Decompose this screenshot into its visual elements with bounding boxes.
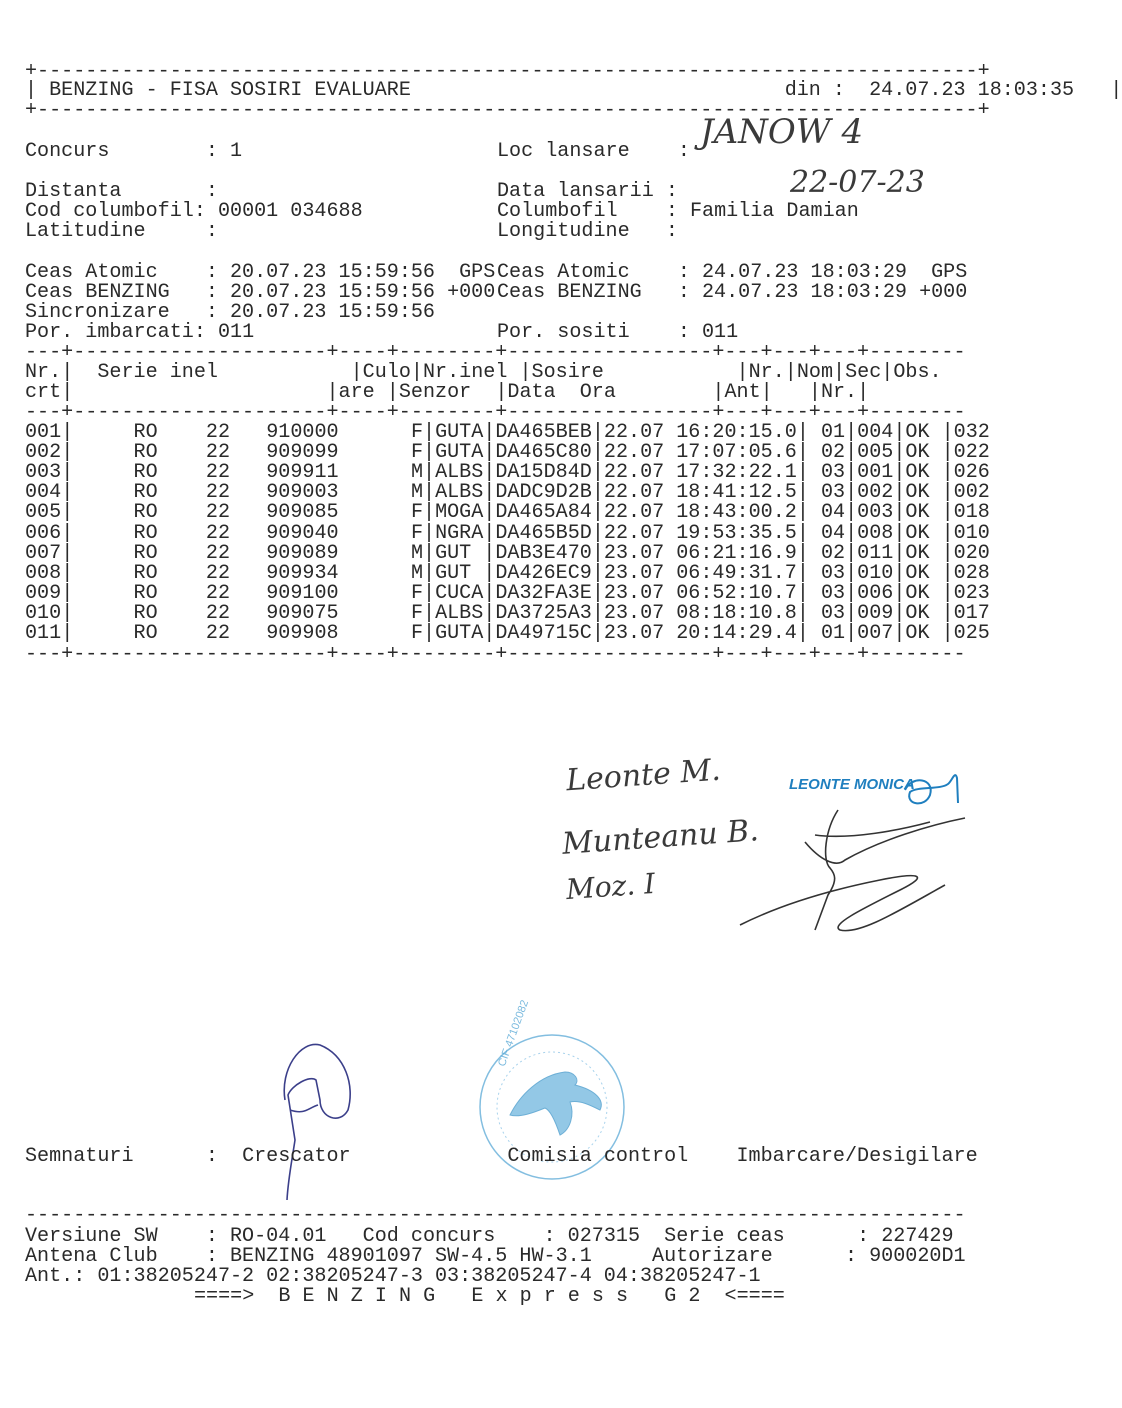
- ceas-atomic-end-suffix: GPS: [931, 261, 968, 284]
- header-border-bottom: +------------------------------------------------------------------------------+: [25, 99, 990, 122]
- row-inel: 909040: [266, 521, 339, 545]
- ceas-atomic-start-suffix: GPS: [459, 261, 496, 284]
- sincronizare-row: Sincronizare : 20.07.23 15:59:56: [25, 301, 435, 324]
- table-row: 010| RO 22 909075 F|ALBS|DA3725A3|23.07 08:18:10.8| 03|009|OK |017: [25, 601, 990, 625]
- row-nr: 002: [25, 441, 62, 465]
- row-culoare: NGRA: [435, 521, 484, 545]
- ceas-benzing-start-suffix: +000: [447, 281, 496, 304]
- row-an: 22: [205, 581, 231, 605]
- row-an: 22: [205, 541, 231, 565]
- row-inel: 909003: [266, 481, 339, 505]
- columbofil-row: Columbofil : Familia Damian: [497, 200, 859, 223]
- table-row: 011| RO 22 909908 F|GUTA|DA49715C|23.07 20:14:29.4| 01|007|OK |025: [25, 622, 990, 645]
- row-nr: 008: [25, 561, 62, 585]
- col-senzor-header: Nr.inel: [422, 361, 508, 384]
- seal-cif-text: CIF 47102082: [496, 998, 532, 1069]
- row-an: 22: [205, 441, 231, 465]
- row-obs: 018: [953, 501, 990, 525]
- ceas-atomic-start-row: Ceas Atomic : 20.07.23 15:59:56 GPS: [25, 261, 496, 284]
- row-ora: 06:21:16.9: [676, 541, 797, 565]
- table-border-top: ---+---------------------+----+--------+-----------------+---+---+---+--------: [25, 341, 966, 364]
- row-culoare: GUT: [435, 541, 484, 565]
- table-row: 003| RO 22 909911 M|ALBS|DA15D84D|22.07 17:32:22.1| 03|001|OK |026: [25, 461, 990, 485]
- ceas-benzing-start-label: Ceas BENZING: [25, 281, 170, 304]
- cod-concurs-label: Cod concurs: [362, 1225, 496, 1248]
- row-sex: F: [410, 421, 423, 444]
- row-nom: 007: [857, 622, 894, 645]
- col-sec-header-2: Nr.: [820, 381, 858, 404]
- columbofil-value: Familia Damian: [689, 200, 859, 223]
- row-obs: 022: [953, 441, 990, 465]
- report-date: 24.07.23 18:03:35: [869, 79, 1075, 102]
- row-obs: 028: [953, 561, 990, 585]
- row-ant: 03: [808, 601, 846, 625]
- row-sex: M: [410, 541, 423, 565]
- row-ant: 03: [808, 481, 846, 505]
- row-data: 22.07: [603, 521, 665, 545]
- row-senzor: DA465BEB: [495, 421, 592, 444]
- row-ora: 18:41:12.5: [676, 481, 797, 505]
- row-tara: RO: [133, 481, 158, 505]
- row-sec: OK: [905, 581, 942, 605]
- name-stamp: LEONTE MONICA: [789, 776, 915, 793]
- col-ant-header-2: Ant: [724, 381, 761, 404]
- table-row: 009| RO 22 909100 F|CUCA|DA32FA3E|23.07 06:52:10.7| 03|006|OK |023: [25, 581, 990, 605]
- row-culoare: GUTA: [435, 421, 484, 444]
- row-nr: 006: [25, 521, 62, 545]
- row-sex: F: [410, 581, 423, 605]
- col-sosire-header-2: Data Ora: [507, 381, 616, 404]
- row-inel: 909911: [266, 461, 339, 485]
- row-an: 22: [205, 421, 231, 444]
- row-nom: 003: [857, 501, 894, 525]
- ceas-benzing-end-label: Ceas BENZING: [497, 281, 642, 304]
- ceas-atomic-start-label: Ceas Atomic: [25, 261, 158, 284]
- row-data: 23.07: [603, 581, 665, 605]
- row-sec: OK: [905, 421, 942, 444]
- row-nom: 001: [857, 461, 894, 485]
- row-ora: 06:52:10.7: [676, 581, 797, 605]
- row-sex: F: [410, 521, 423, 545]
- row-obs: 023: [953, 581, 990, 605]
- row-sec: OK: [905, 601, 942, 625]
- row-inel: 909100: [266, 581, 339, 605]
- autorizare-label: Autorizare: [652, 1245, 773, 1268]
- footer-row-2: Antena Club : BENZING 48901097 SW-4.5 HW-3.1 Autorizare : 900020D1: [25, 1245, 966, 1268]
- row-an: 22: [205, 601, 231, 625]
- cod-columbofil-value: 00001 034688: [217, 200, 363, 223]
- table-border-bottom: ---+---------------------+----+--------+-----------------+---+---+---+--------: [25, 643, 966, 666]
- ceas-benzing-end-value: 24.07.23 18:03:29: [702, 281, 907, 304]
- row-sex: M: [410, 561, 423, 585]
- row-sec: OK: [905, 541, 942, 565]
- data-lansarii-handwritten: 22-07-23: [790, 165, 925, 200]
- signature-munteanu: Munteanu B.: [561, 813, 760, 862]
- row-culoare: GUTA: [435, 622, 484, 645]
- table-row: 005| RO 22 909085 F|MOGA|DA465A84|22.07 18:43:00.2| 04|003|OK |018: [25, 501, 990, 525]
- row-inel: 909934: [266, 561, 339, 585]
- row-nom: 002: [857, 481, 894, 505]
- row-ant: 02: [808, 541, 846, 565]
- longitudine-label: Longitudine: [497, 220, 630, 243]
- row-sec: OK: [905, 461, 942, 485]
- row-tara: RO: [133, 421, 158, 444]
- row-ora: 17:32:22.1: [676, 461, 797, 485]
- table-row: 001| RO 22 910000 F|GUTA|DA465BEB|22.07 16:20:15.0| 01|004|OK |032: [25, 421, 990, 444]
- row-an: 22: [205, 481, 231, 505]
- row-sec: OK: [905, 481, 942, 505]
- row-senzor: DAB3E470: [495, 541, 592, 565]
- row-an: 22: [205, 501, 231, 525]
- table-header-row-2: crt| |are |Senzor |Data Ora |Ant| |Nr.|: [25, 381, 870, 404]
- row-obs: 020: [953, 541, 990, 565]
- row-data: 22.07: [603, 501, 665, 525]
- latitudine-label: Latitudine: [25, 220, 146, 243]
- versiune-sw-label: Versiune SW: [25, 1225, 158, 1248]
- col-culoare-header: Culo: [362, 361, 411, 384]
- col-nr-header: Nr.: [25, 361, 62, 384]
- row-nr: 003: [25, 461, 62, 485]
- row-an: 22: [205, 561, 231, 585]
- report-date-label: din :: [784, 79, 845, 102]
- row-ora: 20:14:29.4: [676, 622, 797, 645]
- row-data: 23.07: [603, 561, 665, 585]
- row-nom: 006: [857, 581, 894, 605]
- row-nr: 001: [25, 421, 62, 444]
- table-header-row-1: Nr.| Serie inel |Culo|Nr.inel |Sosire |Nr.|Nom|Sec|Obs.: [25, 361, 942, 384]
- signature-leonte: Leonte M.: [564, 752, 722, 799]
- col-serie-header: Serie inel: [97, 361, 218, 384]
- por-imbarcati-label: Por. imbarcati: [25, 321, 194, 344]
- longitudine-row: Longitudine :: [497, 220, 678, 243]
- concurs-row: Concurs : 1: [25, 140, 243, 163]
- signature-moz: Moz. I: [564, 866, 657, 907]
- col-obs-header: Obs.: [893, 361, 942, 384]
- row-nr: 007: [25, 541, 62, 565]
- crescator-label: Crescator: [242, 1145, 351, 1168]
- row-sex: F: [410, 501, 423, 525]
- row-an: 22: [205, 521, 231, 545]
- ceas-atomic-end-row: Ceas Atomic : 24.07.23 18:03:29 GPS: [497, 261, 968, 284]
- row-sex: M: [410, 461, 423, 485]
- latitudine-row: Latitudine :: [25, 220, 218, 243]
- cod-concurs-value: 027315: [567, 1225, 641, 1248]
- sincronizare-label: Sincronizare: [25, 301, 170, 324]
- row-sec: OK: [905, 561, 942, 585]
- row-data: 22.07: [603, 481, 665, 505]
- row-nr: 010: [25, 601, 62, 625]
- por-imbarcati-value: 011: [217, 321, 255, 344]
- loc-lansare-label: Loc lansare: [497, 140, 630, 163]
- seal-bird-icon: [510, 1072, 601, 1135]
- row-an: 22: [205, 622, 231, 645]
- footer-row-3: [25, 1267, 761, 1287]
- col-ant-header: Nr.: [748, 361, 785, 384]
- col-nr-header-2: crt: [25, 381, 62, 404]
- row-senzor: DA15D84D: [495, 461, 592, 485]
- row-nr: 005: [25, 501, 62, 525]
- concurs-value: 1: [230, 140, 243, 163]
- row-sex: F: [410, 622, 423, 645]
- row-ant: 04: [808, 521, 846, 545]
- row-ant: 01: [808, 421, 846, 444]
- table-row: 006| RO 22 909040 F|NGRA|DA465B5D|22.07 19:53:35.5| 04|008|OK |010: [25, 521, 990, 545]
- row-ora: 17:07:05.6: [676, 441, 797, 465]
- row-ant: 03: [808, 561, 846, 585]
- row-ora: 19:53:35.5: [676, 521, 797, 545]
- ceas-benzing-start-value: 20.07.23 15:59:56: [230, 281, 435, 304]
- ceas-benzing-end-suffix: +000: [919, 281, 968, 304]
- row-obs: 026: [953, 461, 990, 485]
- row-tara: RO: [133, 541, 158, 565]
- ceas-atomic-start-value: 20.07.23 15:59:56: [230, 261, 435, 284]
- loc-lansare-handwritten: JANOW 4: [700, 112, 864, 152]
- versiune-sw-value: RO-04.01: [230, 1225, 327, 1248]
- row-senzor: DADC9D2B: [495, 481, 592, 505]
- col-culoare-header-2: are: [338, 381, 375, 404]
- row-sex: F: [410, 441, 423, 465]
- concurs-label: Concurs: [25, 140, 110, 163]
- row-inel: 909089: [266, 541, 339, 565]
- row-data: 22.07: [603, 421, 665, 444]
- ceas-atomic-end-label: Ceas Atomic: [497, 261, 630, 284]
- row-inel: 909099: [266, 441, 339, 465]
- row-culoare: GUTA: [435, 441, 484, 465]
- row-an: 22: [205, 461, 231, 485]
- row-obs: 032: [953, 421, 990, 444]
- row-tara: RO: [133, 581, 158, 605]
- row-culoare: MOGA: [435, 501, 484, 525]
- row-ant: 02: [808, 441, 846, 465]
- row-tara: RO: [133, 501, 158, 525]
- distanta-row: Distanta :: [25, 180, 218, 203]
- commission-signature: [740, 810, 965, 931]
- row-nom: 005: [857, 441, 894, 465]
- row-ant: 03: [808, 461, 846, 485]
- row-culoare: ALBS: [435, 601, 484, 625]
- table-row: 008| RO 22 909934 M|GUT |DA426EC9|23.07 06:49:31.7| 03|010|OK |028: [25, 561, 990, 585]
- row-data: 23.07: [603, 601, 665, 625]
- data-lansarii-label: Data lansarii: [497, 180, 654, 203]
- row-ora: 18:43:00.2: [676, 501, 797, 525]
- row-sec: OK: [905, 501, 942, 525]
- antena-club-label: Antena Club: [25, 1245, 158, 1268]
- col-nom-header: Nom: [796, 361, 834, 384]
- row-culoare: GUT: [435, 561, 484, 585]
- benzing-banner: ====> B E N Z I N G E x p r e s s G 2 <====: [194, 1285, 785, 1308]
- table-row: 007| RO 22 909089 M|GUT |DAB3E470|23.07 06:21:16.9| 02|011|OK |020: [25, 541, 990, 565]
- row-tara: RO: [133, 461, 158, 485]
- row-obs: 002: [953, 481, 990, 505]
- row-ora: 08:18:10.8: [676, 601, 797, 625]
- ceas-atomic-end-value: 24.07.23 18:03:29: [702, 261, 907, 284]
- loc-lansare-row: Loc lansare :: [497, 140, 690, 163]
- row-ant: 01: [808, 622, 846, 645]
- row-senzor: DA426EC9: [495, 561, 592, 585]
- row-data: 23.07: [603, 541, 665, 565]
- row-sec: OK: [905, 622, 942, 645]
- row-tara: RO: [133, 622, 158, 645]
- col-sec-header: Sec: [845, 361, 882, 384]
- row-sec: OK: [905, 521, 942, 545]
- row-ant: 04: [808, 501, 846, 525]
- row-ant: 03: [808, 581, 846, 605]
- row-data: 22.07: [603, 441, 665, 465]
- semnaturi-row: Semnaturi : Crescator Comisia control Imbarcare/Desigilare: [25, 1145, 978, 1168]
- table-row: 002| RO 22 909099 F|GUTA|DA465C80|22.07 17:07:05.6| 02|005|OK |022: [25, 441, 990, 465]
- semnaturi-label: Semnaturi: [25, 1145, 134, 1168]
- row-nom: 008: [857, 521, 894, 545]
- row-nr: 004: [25, 481, 62, 505]
- row-sec: OK: [905, 441, 942, 465]
- row-nr: 011: [25, 622, 62, 645]
- sincronizare-value: 20.07.23 15:59:56: [230, 301, 435, 324]
- row-senzor: DA49715C: [495, 622, 592, 645]
- row-culoare: ALBS: [435, 481, 484, 505]
- row-inel: 909075: [266, 601, 339, 625]
- columbofil-label: Columbofil: [497, 200, 618, 223]
- serie-ceas-label: Serie ceas: [664, 1225, 785, 1248]
- row-ora: 16:20:15.0: [676, 421, 797, 444]
- col-sosire-header: Sosire: [531, 361, 604, 384]
- por-sositi-value: 011: [702, 321, 739, 344]
- row-senzor: DA465B5D: [495, 521, 592, 545]
- row-inel: 909908: [266, 622, 339, 645]
- row-obs: 010: [953, 521, 990, 545]
- row-tara: RO: [133, 561, 158, 585]
- header-border-top: +------------------------------------------------------------------------------+: [25, 60, 990, 83]
- por-imbarcati-row: Por. imbarcati: 011: [25, 321, 255, 344]
- autorizare-value: 900020D1: [869, 1245, 966, 1268]
- table-border-mid: ---+---------------------+----+--------+-----------------+---+---+---+--------: [25, 401, 966, 424]
- row-nom: 009: [857, 601, 894, 625]
- row-senzor: DA3725A3: [495, 601, 592, 625]
- row-data: 23.07: [603, 622, 665, 645]
- row-ora: 06:49:31.7: [676, 561, 797, 585]
- col-senzor-header-2: Senzor: [398, 381, 472, 404]
- row-tara: RO: [133, 601, 158, 625]
- por-sositi-label: Por. sositi: [497, 321, 630, 344]
- antennas-value: 01:38205247-2 02:38205247-3 03:38205247-4 04:38205247-1: [97, 1265, 761, 1288]
- row-sex: M: [410, 481, 423, 505]
- row-obs: 025: [953, 622, 990, 645]
- report-title: BENZING - FISA SOSIRI EVALUARE: [49, 79, 411, 102]
- comisia-control-label: Comisia control: [507, 1145, 689, 1168]
- row-senzor: DA465A84: [495, 501, 592, 525]
- crescator-signature: [284, 1044, 350, 1200]
- row-data: 22.07: [603, 461, 665, 485]
- ceas-benzing-start-row: Ceas BENZING : 20.07.23 15:59:56 +000: [25, 281, 496, 304]
- footer-divider: ------------------------------------------------------------------------------: [25, 1204, 966, 1227]
- por-sositi-row: Por. sositi : 011: [497, 321, 739, 344]
- antennas-label: Ant.:: [25, 1265, 86, 1288]
- row-nom: 004: [857, 421, 894, 444]
- row-inel: 909085: [266, 501, 339, 525]
- footer-row-1: Versiune SW : RO-04.01 Cod concurs : 027315 Serie ceas : 227429: [25, 1225, 954, 1248]
- table-row: 004| RO 22 909003 M|ALBS|DADC9D2B|22.07 18:41:12.5| 03|002|OK |002: [25, 481, 990, 505]
- row-tara: RO: [133, 441, 158, 465]
- row-inel: 910000: [266, 421, 339, 444]
- row-senzor: DA32FA3E: [495, 581, 592, 605]
- cod-columbofil-label: Cod columbofil: [25, 200, 194, 223]
- cod-columbofil-row: Cod columbofil: 00001 034688: [25, 200, 363, 223]
- imbarcare-desigilare-label: Imbarcare/Desigilare: [736, 1145, 978, 1168]
- row-senzor: DA465C80: [495, 441, 592, 465]
- row-obs: 017: [953, 601, 990, 625]
- antena-club-value: BENZING 48901097 SW-4.5 HW-3.1: [230, 1245, 592, 1268]
- data-lansarii-row: Data lansarii :: [497, 180, 678, 203]
- header-row: | BENZING - FISA SOSIRI EVALUARE din : 24.07.23 18:03:35 |: [25, 79, 1122, 102]
- distanta-label: Distanta: [25, 180, 122, 203]
- serie-ceas-value: 227429: [881, 1225, 954, 1248]
- row-nr: 009: [25, 581, 62, 605]
- row-nom: 010: [857, 561, 894, 585]
- ceas-benzing-end-row: Ceas BENZING : 24.07.23 18:03:29 +000: [497, 281, 968, 304]
- row-nom: 011: [857, 541, 894, 565]
- row-culoare: ALBS: [435, 461, 484, 485]
- row-culoare: CUCA: [435, 581, 484, 605]
- row-tara: RO: [133, 521, 158, 545]
- row-sex: F: [410, 601, 423, 625]
